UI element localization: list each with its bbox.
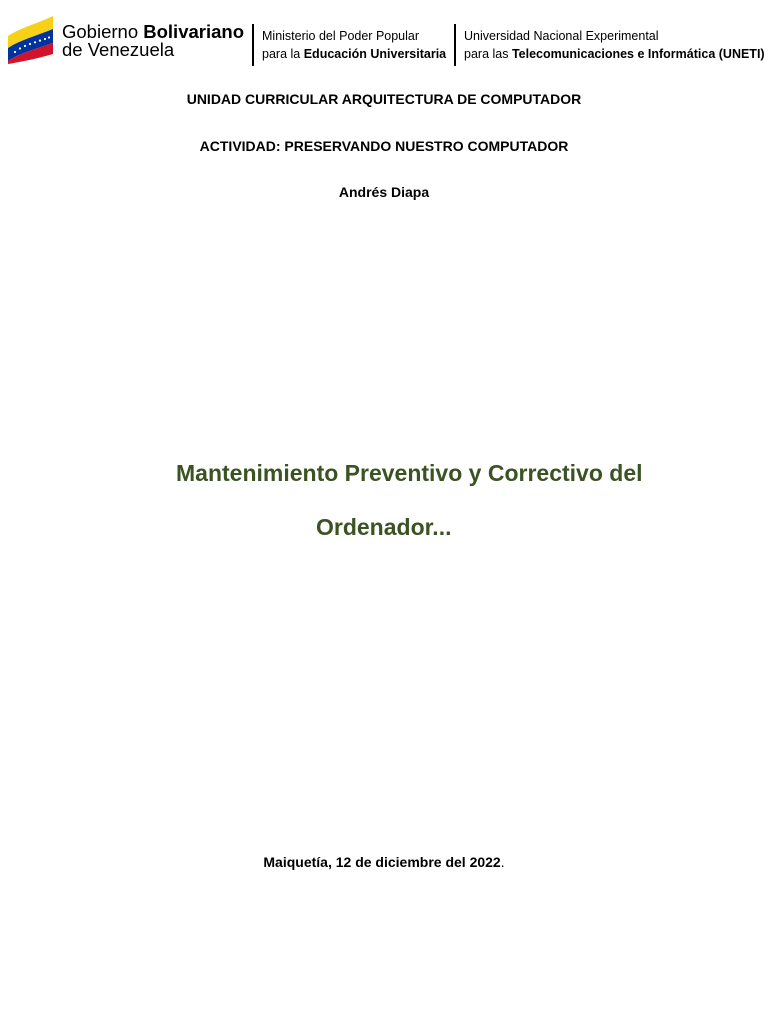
document-title-line2: Ordenador... [316, 514, 452, 540]
letterhead-divider [252, 24, 254, 66]
course-heading: UNIDAD CURRICULAR ARQUITECTURA DE COMPUTADOR [186, 91, 582, 107]
government-name [62, 23, 244, 59]
place-and-date [0, 854, 768, 870]
ministry-line2-regular: para la [262, 47, 301, 61]
place-date-period: . [500, 854, 505, 870]
university-line1: Universidad Nacional Experimental [464, 29, 659, 43]
gov-name-country: de Venezuela [62, 39, 175, 60]
university-line2-bold: Telecomunicaciones e Informática (UNETI) [511, 47, 765, 61]
university-line2-regular: para las [464, 47, 509, 61]
gov-name-regular: Gobierno [62, 21, 139, 42]
ministry-line1: Ministerio del Poder Popular [262, 29, 420, 43]
gov-name-bold: Bolivariano [143, 21, 244, 42]
ministry-name [262, 27, 446, 63]
activity-heading: ACTIVIDAD: PRESERVANDO NUESTRO COMPUTADOR [199, 138, 569, 154]
letterhead [4, 12, 768, 68]
university-name [464, 27, 765, 63]
document-title-line1: Mantenimiento Preventivo y Correctivo del [176, 460, 643, 486]
letterhead-divider [454, 24, 456, 66]
ministry-line2-bold: Educación Universitaria [303, 47, 447, 61]
author-name: Andrés Diapa [338, 184, 430, 200]
venezuela-flag-icon [6, 14, 56, 64]
place-date-text: Maiquetía, 12 de diciembre del 2022 [263, 854, 501, 870]
